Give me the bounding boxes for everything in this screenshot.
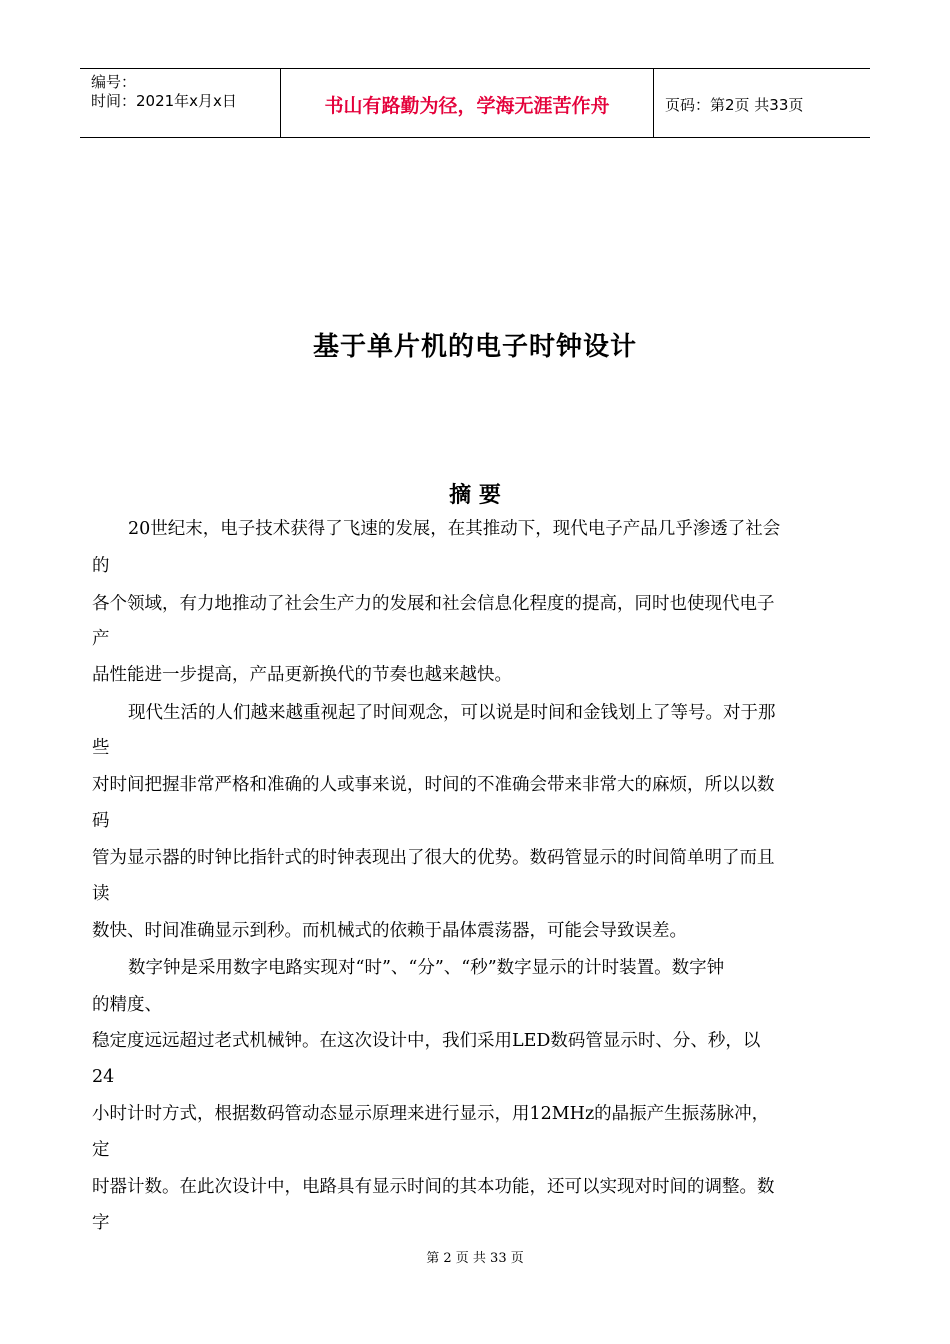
- body-line: 码: [92, 811, 110, 831]
- body-line: 20世纪末，电子技术获得了飞速的发展，在其推动下，现代电子产品几乎渗透了社会: [128, 519, 781, 539]
- body-line: 的精度、: [92, 995, 162, 1015]
- body-line: 小时计时方式，根据数码管动态显示原理来进行显示，用12MHz的晶振产生振荡脉冲，: [92, 1104, 770, 1124]
- body-line: 数字钟是采用数字电路实现对“时”、“分”、“秒”数字显示的计时装置。数字钟: [128, 958, 725, 978]
- body-line: 的: [92, 556, 110, 576]
- body-line: 定: [92, 1140, 110, 1160]
- body-line: 稳定度远远超过老式机械钟。在这次设计中，我们采用LED数码管显示时、分、秒，以: [92, 1031, 761, 1051]
- header-page-cell: [654, 69, 870, 137]
- body-line: 管为显示器的时钟比指针式的时钟表现出了很大的优势。数码管显示的时间简单明了而且: [92, 848, 775, 868]
- body-line: 对时间把握非常严格和准确的人或事来说，时间的不准确会带来非常大的麻烦，所以以数: [92, 775, 775, 795]
- body-line: 时器计数。在此次设计中，电路具有显示时间的其本功能，还可以实现对时间的调整。数: [92, 1177, 775, 1197]
- motto: 书山有路勤为径，学海无涯苦作舟: [324, 95, 610, 117]
- header-info-cell: [80, 69, 280, 137]
- page-header: [80, 68, 870, 138]
- body-line: 各个领域，有力地推动了社会生产力的发展和社会信息化程度的提高，同时也使现代电子: [92, 594, 775, 614]
- body-line: 些: [92, 738, 110, 758]
- body-line: 字: [92, 1213, 110, 1233]
- date-line: 时间：2021年x月x日: [91, 92, 237, 110]
- body-line: 24: [92, 1067, 115, 1087]
- body-line: 品性能进一步提高，产品更新换代的节奏也越来越快。: [92, 665, 512, 685]
- page-footer: 第 2 页 共 33 页: [426, 1251, 524, 1266]
- body-line: 产: [92, 629, 110, 649]
- document-title: 基于单片机的电子时钟设计: [312, 332, 637, 362]
- number-label: 编号：: [91, 73, 137, 91]
- body-line: 读: [92, 884, 110, 904]
- page-info: 页码：第2页 共33页: [665, 96, 804, 114]
- abstract-heading: 摘 要: [449, 483, 501, 508]
- body-line: 现代生活的人们越来越重视起了时间观念，可以说是时间和金钱划上了等号。对于那: [128, 703, 776, 723]
- header-motto-cell: [280, 69, 654, 137]
- body-line: 数快、时间准确显示到秒。而机械式的依赖于晶体震荡器，可能会导致误差。: [92, 921, 687, 941]
